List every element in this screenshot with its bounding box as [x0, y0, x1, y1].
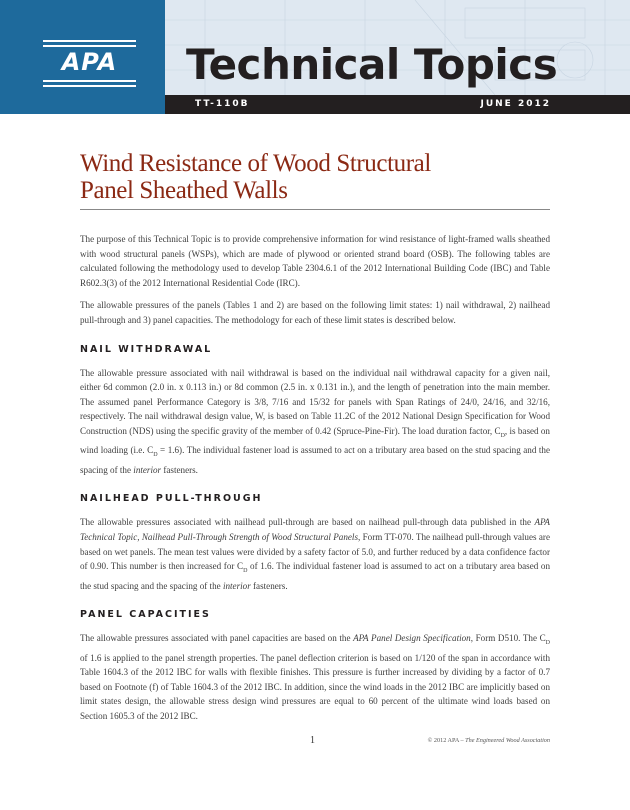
publication-date: JUNE 2012 [480, 99, 551, 109]
intro-paragraph-2: The allowable pressures of the panels (Tables 1 and 2) are based on the following limit states: 1) nail withdrawal, 2) nailhead pull-through and 3) panel capacities. The methodology for each of these limit states is described below. [80, 300, 550, 325]
apa-logo: APA [61, 48, 118, 76]
document-title [80, 150, 540, 204]
logo-rule [43, 85, 136, 87]
main-content [80, 232, 550, 732]
section-heading-nailhead-pull-through: NAILHEAD PULL-THROUGH [80, 493, 263, 505]
nail-withdrawal-paragraph: The allowable pressure associated with nail withdrawal is based on the individual nail withdrawal capacity for a given nail, either 6d common (2.0 in. x 0.113 in.) or 8d common (2.5 in. x 0.131 in.), and the length of penetration into the main member. The assumed panel Performance Category is 3/8, 7/16 and 15/32 for panels with Span Ratings of 24/0, 24/16, and 32/16, respectively. The nail withdrawal design value, W, is based on Table 11.2C of the 2012 National Design Specification for Wood Construction (NDS) using the specific gravity of the member of 0.42 (Spruce-Pine-Fir). The load duration factor, $C_D$, is based on wind loading (i.e. $C_D = 1.6$). The individual fastener load is assumed to act on a tributary area based on the stud spacing and the spacing of the interior fasteners. [80, 367, 551, 475]
publication-title: Technical Topics [186, 40, 558, 89]
intro-paragraph-1: The purpose of this Technical Topic is to provide comprehensive information for wind resistance of light-framed walls sheathed with wood structural panels (WSPs), which are made of plywood or oriented strand board (OSB). The following tables are calculated following the methodology used to develop Table 2304.6.1 of the 2012 International Building Code (IBC) and Table R602.3(3) of the 2012 International Residential Code (IRC). [80, 234, 550, 288]
apa-logo-block [0, 0, 165, 114]
document-title-line-1: Wind Resistance of Wood Structural [80, 150, 431, 177]
title-divider [80, 209, 550, 210]
logo-rule [43, 80, 136, 82]
section-heading-nail-withdrawal: NAIL WITHDRAWAL [80, 343, 213, 355]
header-banner [0, 0, 630, 114]
page-number: 1 [310, 735, 315, 746]
logo-rule [43, 45, 136, 47]
panel-capacities-paragraph: The allowable pressures associated with panel capacities are based on the APA Panel Design Specification, Form D510. The $C_D$ of 1.6 is applied to the panel strength properties. The panel deflection criterion is based on 1/120 of the span in accordance with Table 1604.3 of the 2012 IBC for walls with flexible finishes. This pressure is further increased by dividing by a factor of 0.7 based on Footnote (f) of Table 1604.3 of the 2012 IBC. In addition, since the wind loads in the 2012 IBC are implicitly based on limit states design, the allowable stress design wind pressures are equal to 60 percent of the ultimate wind loads based on Section 1605.3 of the 2012 IBC. [80, 633, 550, 721]
section-heading-panel-capacities: PANEL CAPACITIES [80, 609, 211, 621]
nailhead-pull-through-paragraph: The allowable pressures associated with nailhead pull-through are based on nailhead pull-through data published in the APA Technical Topic, Nailhead Pull-Through Strength of Wood Structural Panels, Form TT-070. The nailhead pull-through values are based on wet panels. The mean test values were divided by a safety factor of 5.0, and further reduced by a data confidence factor of 0.90. This number is then increased for $C_D$ of 1.6. The individual fastener load is assumed to act on a tributary area based on the stud spacing and the spacing of the interior fasteners. [80, 517, 550, 591]
copyright-notice: © 2012 APA – The Engineered Wood Association [427, 737, 550, 744]
document-number: TT-110B [195, 99, 250, 109]
document-title-line-2: Panel Sheathed Walls [80, 177, 288, 204]
logo-rule [43, 40, 136, 42]
